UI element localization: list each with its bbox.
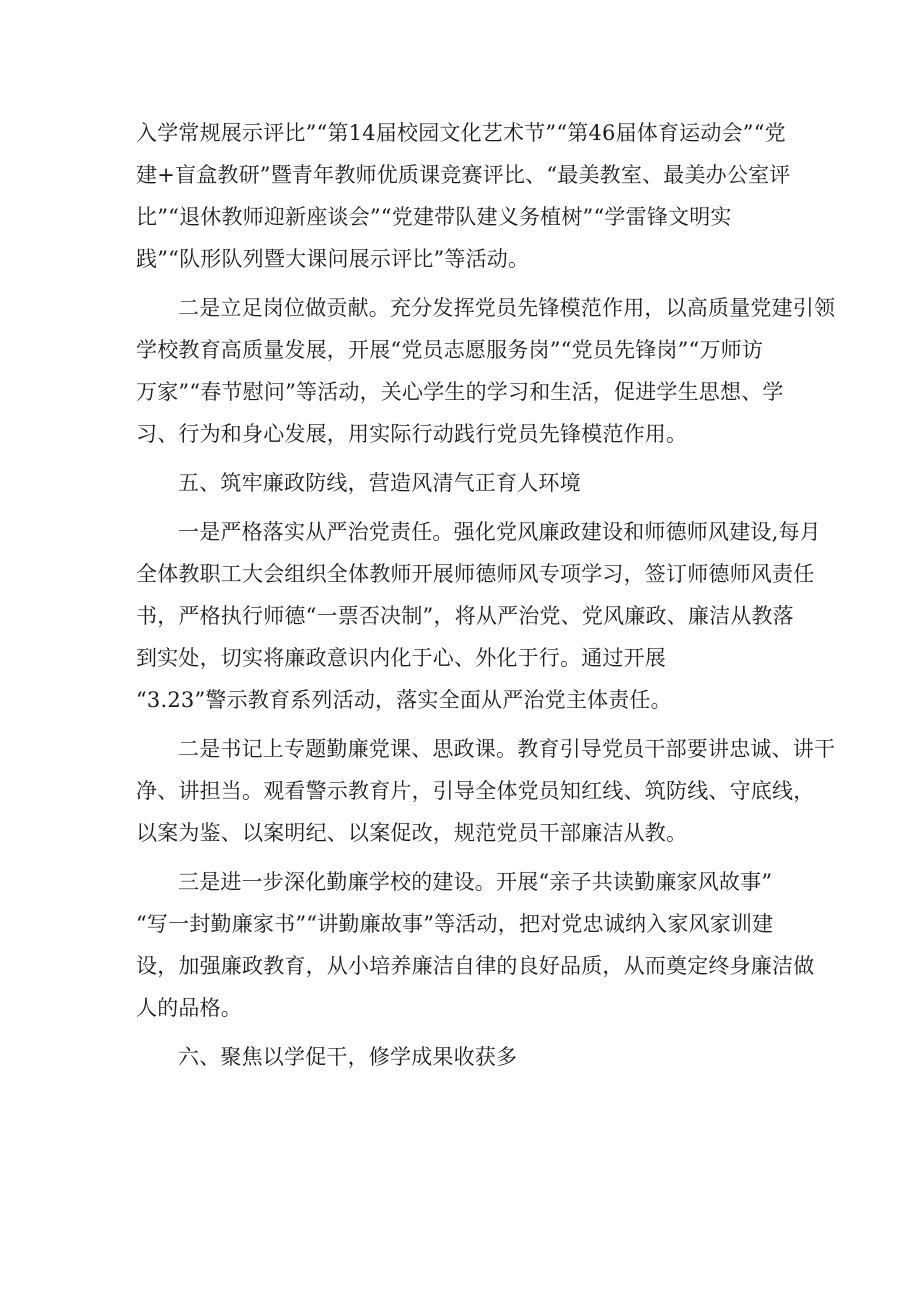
text-line: 二是书记上专题勤廉党课、思政课。教育引导党员干部要讲忠诚、讲干 <box>178 737 836 761</box>
text-line: 设，加强廉政教育，从小培养廉洁自律的良好品质，从而奠定终身廉洁做 <box>136 954 815 978</box>
text-line: “写一封勤廉家书”“讲勤廉故事”等活动，把对党忠诚纳入家风家训建 <box>136 912 774 936</box>
text-line: “3.23”警示教育系列活动，落实全面从严治党主体责任。 <box>136 688 672 712</box>
text-line: 学校教育高质量发展，开展“党员志愿服务岗”“党员先锋岗”“万师访 <box>136 338 764 362</box>
text-line: 建+盲盒教研”暨青年教师优质课竞赛评比、“最美教室、最美办公室评 <box>136 163 791 187</box>
text-line: 习、行为和身心发展，用实际行动践行党员先锋模范作用。 <box>136 422 688 446</box>
text-line: 比”“退休教师迎新座谈会”“党建带队建义务植树”“学雷锋文明实 <box>136 205 732 229</box>
text-line: 人的品格。 <box>136 996 242 1020</box>
heading-text: 五、筑牢廉政防线，营造风清气正育人环境 <box>178 471 581 495</box>
paragraph-secretary-lectures <box>136 728 836 854</box>
text-line: 二是立足岗位做贡献。充分发挥党员先锋模范作用，以高质量党建引领 <box>178 296 836 320</box>
text-line: 三是进一步深化勤廉学校的建设。开展“亲子共读勤廉家风故事” <box>178 870 773 894</box>
paragraph-contribute-at-post <box>136 287 836 455</box>
text-line: 入学常规展示评比”“第14届校园文化艺术节”“第46届体育运动会”“党 <box>136 121 786 145</box>
text-line: 到实处，切实将廉政意识内化于心、外化于行。通过开展 <box>136 646 666 670</box>
heading-text: 六、聚焦以学促干，修学成果收获多 <box>178 1045 518 1069</box>
document-body <box>136 112 836 1085</box>
paragraph-activities-list <box>136 112 796 280</box>
text-line: 净、讲担当。观看警示教育片，引导全体党员知红线、筑防线、守底线， <box>136 779 815 803</box>
paragraph-integrity-school <box>136 861 815 1029</box>
paragraph-strict-governance <box>136 511 821 721</box>
text-line: 践”“队形队列暨大课问展示评比”等活动。 <box>136 247 530 271</box>
section-heading-six <box>136 1036 796 1078</box>
text-line: 书，严格执行师德“一票否决制”，将从严治党、党风廉政、廉洁从教落 <box>136 604 794 628</box>
text-line: 全体教职工大会组织全体教师开展师德师风专项学习，签订师德师风责任 <box>136 562 815 586</box>
text-line: 万家”“春节慰问”等活动，关心学生的学习和生活，促进学生思想、学 <box>136 380 784 404</box>
text-line: 一是严格落实从严治党责任。强化党风廉政建设和师德师风建设,每月 <box>178 520 821 544</box>
text-line: 以案为鉴、以案明纪、以案促改，规范党员干部廉洁从教。 <box>136 821 688 845</box>
section-heading-five <box>136 462 796 504</box>
